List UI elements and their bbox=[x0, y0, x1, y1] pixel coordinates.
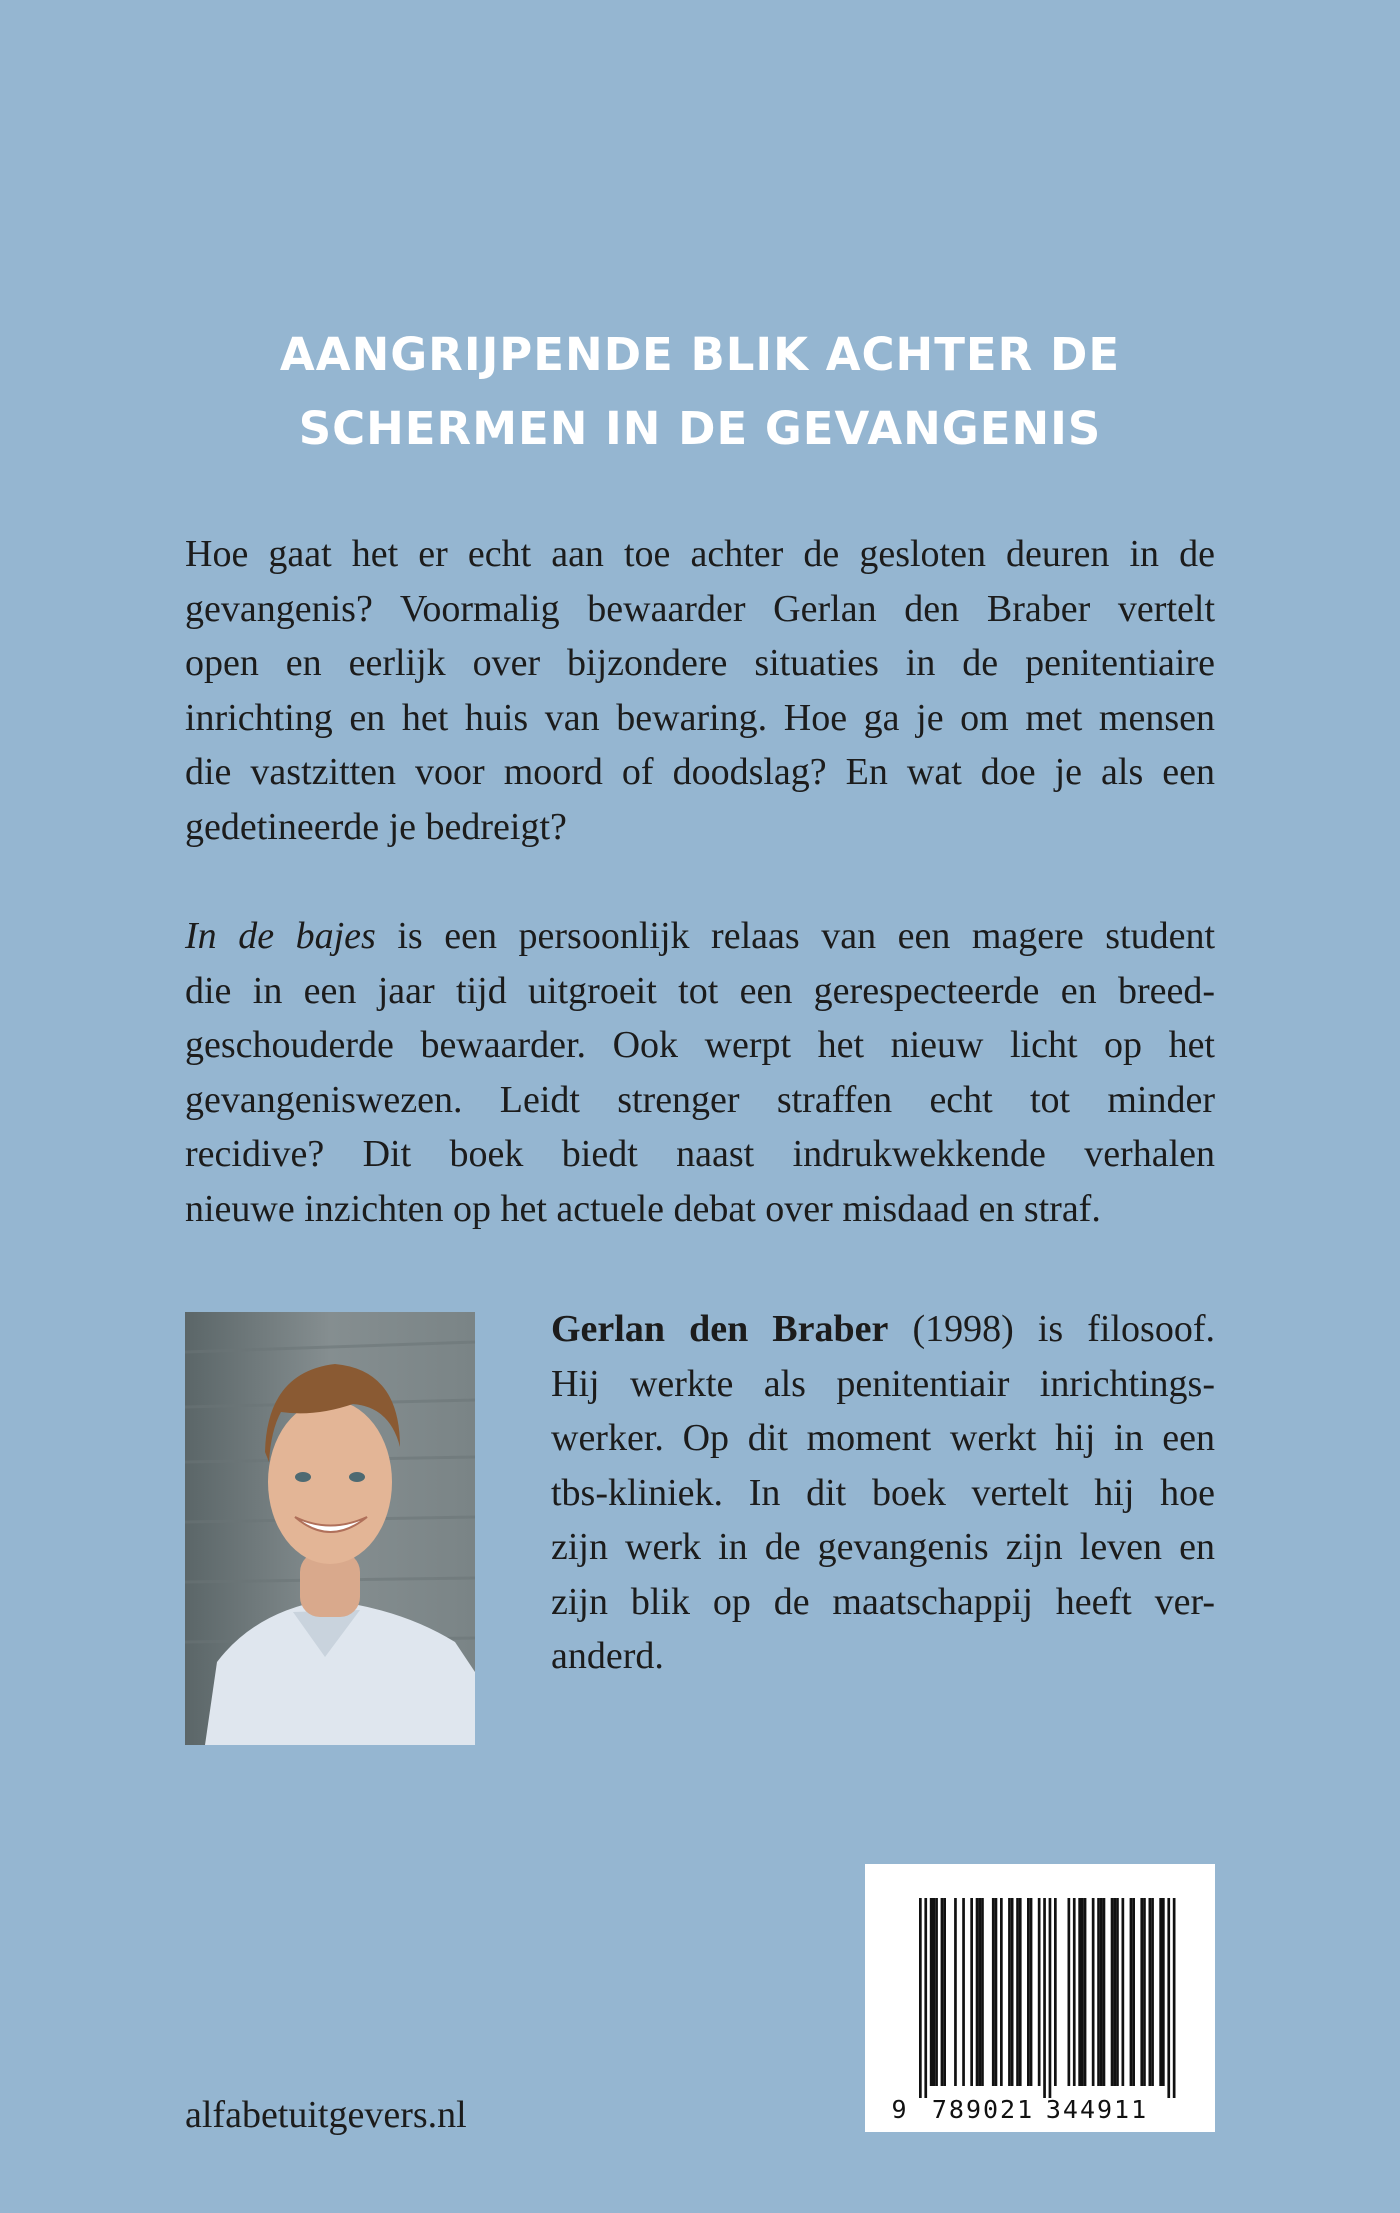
barcode-digits-left: 789021 bbox=[931, 2095, 1035, 2124]
author-bio-line: zijn blik op de maatschappij heeft ver- bbox=[551, 1580, 1215, 1623]
publisher-website[interactable]: alfabetuitgevers.nl bbox=[185, 2094, 467, 2136]
author-name: Gerlan den Braber bbox=[551, 1308, 889, 1350]
blurb2-first-line bbox=[185, 909, 1215, 964]
barcode-bar bbox=[976, 1898, 979, 2086]
barcode-bar bbox=[1092, 1898, 1095, 2086]
author-bio-line: werker. Op dit moment werkt hij in een bbox=[551, 1417, 1215, 1459]
barcode-bar bbox=[1116, 1898, 1119, 2086]
barcode-bar bbox=[1078, 1898, 1081, 2086]
barcode-bar bbox=[1068, 1898, 1071, 2086]
barcode-bar bbox=[1113, 1898, 1116, 2086]
barcode-bar bbox=[1030, 1898, 1033, 2086]
blurb1-line: gedetineerde je bedreigt? bbox=[185, 805, 567, 848]
barcode-bar bbox=[981, 1898, 984, 2086]
barcode-bar bbox=[1073, 1898, 1076, 2086]
blurb2-line: gevangeniswezen. Leidt strenger straffen echt tot minder bbox=[185, 1078, 1215, 1121]
blurb1-line: gevangenis? Voormalig bewaarder Gerlan den Braber vertelt bbox=[185, 587, 1215, 630]
blurb1-line: open en eerlijk over bijzondere situaties in de penitentiaire bbox=[185, 642, 1215, 684]
barcode-guard-bar bbox=[1167, 1898, 1170, 2098]
headline-line-2: SCHERMEN IN DE GEVANGENIS bbox=[298, 402, 1102, 455]
author-bio-line: anderd. bbox=[551, 1635, 664, 1677]
blurb2-line-rest: is een persoonlijk relaas van een magere student bbox=[375, 915, 1216, 957]
barcode-bar bbox=[954, 1898, 957, 2086]
author-bio-line: tbs-kliniek. In dit boek vertelt hij hoe bbox=[551, 1471, 1215, 1514]
author-bio-line-rest: (1998) is filosoof. bbox=[888, 1308, 1215, 1350]
blurb2-line: recidive? Dit boek biedt naast indrukwekkende verhalen bbox=[185, 1133, 1215, 1175]
barcode-bar bbox=[1132, 1898, 1135, 2086]
barcode-bar bbox=[1097, 1898, 1100, 2086]
barcode-bar bbox=[933, 1898, 936, 2086]
barcode-bar bbox=[1140, 1898, 1143, 2086]
barcode-bar bbox=[1162, 1898, 1165, 2086]
barcode-bar bbox=[1122, 1898, 1125, 2086]
barcode-bar bbox=[1027, 1898, 1030, 2086]
author-bio bbox=[551, 1302, 1215, 1684]
barcode-bar bbox=[1019, 1898, 1022, 2086]
barcode-bar bbox=[1038, 1898, 1041, 2086]
barcode-digits-right: 344911 bbox=[1045, 2095, 1149, 2124]
headline bbox=[150, 318, 1250, 466]
barcode-bar bbox=[1016, 1898, 1019, 2086]
barcode-bar bbox=[1130, 1898, 1133, 2086]
blurb1-line: die vastzitten voor moord of doodslag? En wat doe je als een bbox=[185, 751, 1215, 793]
isbn-barcode bbox=[865, 1864, 1215, 2132]
author-bio-line: zijn werk in de gevangenis zijn leven en bbox=[551, 1526, 1215, 1568]
blurb2-line: nieuwe inzichten op het actuele debat over misdaad en straf. bbox=[185, 1187, 1101, 1230]
barcode-guard-bar bbox=[1043, 1898, 1046, 2098]
barcode-bar bbox=[1103, 1898, 1106, 2086]
barcode-bar bbox=[1000, 1898, 1003, 2086]
blurb1-line: Hoe gaat het er echt aan toe achter de gesloten deuren in de bbox=[185, 533, 1215, 575]
barcode-graphic bbox=[865, 1864, 1215, 2132]
barcode-bar bbox=[1100, 1898, 1103, 2086]
barcode-bar bbox=[962, 1898, 965, 2086]
barcode-bar bbox=[978, 1898, 981, 2086]
barcode-bar bbox=[1151, 1898, 1154, 2086]
author-bio-line: Hij werkte als penitentiair inrichtings- bbox=[551, 1362, 1215, 1405]
barcode-guard-bar bbox=[924, 1898, 927, 2098]
barcode-bar bbox=[992, 1898, 995, 2086]
barcode-guard-bar bbox=[919, 1898, 922, 2098]
barcode-bar bbox=[930, 1898, 933, 2086]
barcode-bar bbox=[1008, 1898, 1011, 2086]
headline-line-1: AANGRIJPENDE BLIK ACHTER DE bbox=[279, 328, 1121, 381]
blurb1-line: inrichting en het huis van bewaring. Hoe ga je om met mensen bbox=[185, 696, 1215, 739]
author-bio-first-line bbox=[551, 1302, 1215, 1357]
blurb2-line: die in een jaar tijd uitgroeit tot een gerespecteerde en breed- bbox=[185, 969, 1215, 1012]
barcode-bar bbox=[1159, 1898, 1162, 2086]
barcode-guard-bar bbox=[1049, 1898, 1052, 2098]
barcode-bar bbox=[1054, 1898, 1057, 2086]
barcode-bar bbox=[1081, 1898, 1084, 2086]
barcode-bar bbox=[1149, 1898, 1152, 2086]
blurb2-line: geschouderde bewaarder. Ook werpt het nieuw licht op het bbox=[185, 1024, 1215, 1066]
barcode-bar bbox=[970, 1898, 973, 2086]
barcode-bar bbox=[941, 1898, 944, 2086]
barcode-guard-bar bbox=[1173, 1898, 1176, 2098]
barcode-digit-first: 9 bbox=[891, 2095, 907, 2124]
barcode-bar bbox=[1084, 1898, 1087, 2086]
author-photo-illustration bbox=[185, 1312, 475, 1745]
barcode-bar bbox=[1143, 1898, 1146, 2086]
barcode-bar bbox=[935, 1898, 938, 2086]
book-title: In de bajes bbox=[185, 915, 376, 957]
author-photo bbox=[185, 1312, 475, 1745]
barcode-bar bbox=[1011, 1898, 1014, 2086]
barcode-bar bbox=[1111, 1898, 1114, 2086]
blurb-paragraph-2 bbox=[185, 909, 1215, 1236]
blurb-paragraph-1 bbox=[185, 527, 1215, 854]
barcode-bar bbox=[995, 1898, 998, 2086]
barcode-bar bbox=[943, 1898, 946, 2086]
